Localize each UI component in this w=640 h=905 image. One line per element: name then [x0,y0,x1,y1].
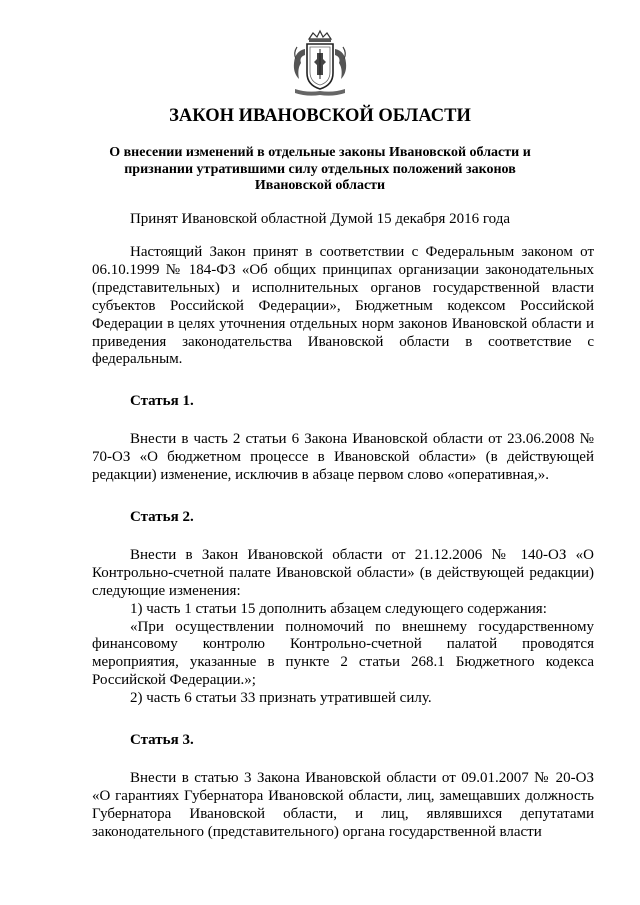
article-2-item-2: 2) часть 6 статьи 33 признать утратившей силу. [130,690,432,707]
article-3-heading: Статья 3. [130,732,194,749]
article-1-paragraph: Внести в часть 2 статьи 6 Закона Ивановской области от 23.06.2008 № 70-ОЗ «О бюджетном процессе в Ивановской области» (в действующей редакции) изменение, исключив в абзаце первом слово «оперативная,». [92,431,594,484]
law-subtitle: О внесении изменений в отдельные законы Ивановской области и признании утратившими силу отдельных положений законов Ивановской области [109,145,531,193]
law-body [92,244,594,842]
adoption-note: Принят Ивановской областной Думой 15 декабря 2016 года [129,211,511,227]
preamble: Настоящий Закон принят в соответствии с Федеральным законом от 06.10.1999 № 184-ФЗ «Об общих принципах организации законодательных (представительных) и исполнительных органов государственной власти субъектов Российской Федерации», Бюджетным кодексом Российской Федерации в целях уточнения отдельных норм законов Ивановской области и приведения законодательства Ивановской области в соответствие с федеральным. [92,244,594,368]
article-2-item-1: 1) часть 1 статьи 15 дополнить абзацем следующего содержания: [130,600,547,617]
article-2-paragraph: Внести в Закон Ивановской области от 21.12.2006 № 140-ОЗ «О Контрольно-счетной палате Ивановской области» (в действующей редакции) следующие изменения: [92,546,594,599]
article-3-paragraph: Внести в статью 3 Закона Ивановской области от 09.01.2007 № 20-ОЗ «О гарантиях Губернатора Ивановской области, лиц, замещавших должность Губернатора Ивановской области, и лиц, являвшихся депутатами законодательного (представительного) органа государственной власти [92,769,594,840]
article-2-quote: «При осуществлении полномочий по внешнему государственному финансовому контролю Контрольно-счетной палатой проводятся мероприятия, указанные в пункте 2 статьи 268.1 Бюджетного кодекса Российской Федерации.»; [92,618,594,689]
law-title: ЗАКОН ИВАНОВСКОЙ ОБЛАСТИ [169,106,471,126]
coat-of-arms-icon [287,29,353,99]
article-1-heading: Статья 1. [130,393,194,410]
article-2-heading: Статья 2. [130,508,194,525]
